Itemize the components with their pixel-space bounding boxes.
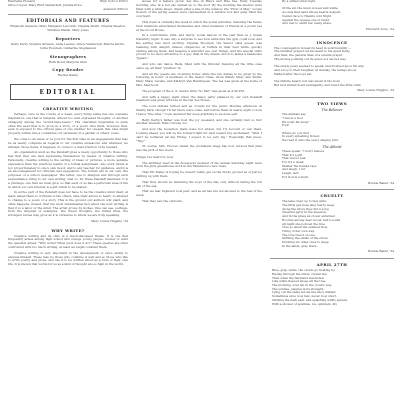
divider bbox=[270, 189, 394, 190]
byline: Mary Louise Higgins, '34 bbox=[91, 218, 128, 223]
reporters-names: Betty Perry, Virginia Grissom, Anne Lavene, Grace Vanderzell, Marcia Perrin, Lydia Fountain, Catherine Stephenson bbox=[11, 41, 125, 50]
column-right bbox=[270, 0, 394, 308]
paragraph: The fertilizer used in the flowerpots moment of the annual Saturday night were from the girls greenhouse work in the Fannimore's new class. bbox=[136, 160, 262, 169]
poem-line: By a slifted silver light. bbox=[282, 0, 316, 3]
staff-tag: High School Editor bbox=[99, 0, 128, 3]
poem-line: And then, the general lines of a solemn prayer, bbox=[274, 53, 343, 58]
poem-line: The empty pews seemed to speak, and frowned upon his way. bbox=[274, 64, 365, 69]
poem-line: As ones that sand whose hearts despair. bbox=[282, 10, 341, 15]
poem-line: In every splashing flower, bbox=[282, 134, 320, 139]
poem-line: The minister prayed out his heart to his great Deity, bbox=[274, 49, 351, 54]
paragraph: That we fear Sigmund took part, and as all bad are not allowed to the rest of the week. bbox=[136, 189, 262, 198]
editorials-names: Elizabeth Sessions, Mary Margaret Luscomb, Virginia Smith, Virginia Weedon, Winifred Marsh, Mary Jones bbox=[10, 24, 126, 33]
byline: Elizabeth Lane, '34 bbox=[365, 26, 394, 31]
atheist-title: The Atheist bbox=[322, 144, 342, 149]
poem-line: In the lands, gray there. bbox=[282, 243, 318, 248]
poem-line: Then when the fairyland was listed, bbox=[272, 275, 325, 280]
copy-reader-heading: Copy Reader bbox=[52, 67, 84, 73]
poem-line: Cannot face to Haunts cold fright bbox=[282, 13, 332, 18]
paragraph: Perhaps, once in the course of a week, every living being has one supreme inspiration; one that is tempted, almost too well expressed thoughts, or another unhappily among the "would-have-beens." The cherished inspiration is quite often the seed that is to grow in a story, or a poem. One finds, however, that, even if exposed to the critical gaze of one another for oneself, this idea might properly wither, like a columbine cut carelessly in a garden of others' roses. bbox=[8, 112, 128, 136]
poem-line: Against the opaque one of night. bbox=[282, 17, 330, 22]
poem-line: Racing through the silver, crystal sky. bbox=[272, 271, 328, 276]
poem-line: Rooting among dear clover bud's sound bbox=[282, 217, 341, 222]
poem-line: For God is a myth. bbox=[282, 174, 309, 179]
two-views-title: TWO VIEWS bbox=[317, 101, 347, 107]
editorials-heading: EDITORIALS AND FEATURES bbox=[26, 18, 110, 24]
paragraph: The loud shrieks turned and as crowds for the picnic Monday afternoon at Shelby Park, though I'll bet there were some, and before them at nearly eight o'clock I had a "fine time." Cook declared her deep gratitude to be done earl. bbox=[136, 104, 262, 116]
poem-line: The little gay bees sing merry, keep bbox=[282, 203, 335, 207]
stenographers-heading: Stenographers bbox=[49, 53, 87, 59]
paragraph: In active part of the Penstaff does not have to be the creative mind itself, at least; asked them to criticism of the others, take their advice to heart, to attempt to change to a poem or a story. This is the ground our authors will plant, and often happens, indeed, that the most fundamental fact about the best writing is that it is a labor of the mind. The artist grows by inches. One can see, perhaps, from the simplest of examples. The truest thoughts, the fullest lines, the strongest verses may grow as it is ourselves to whom we are truly speaking. bbox=[8, 190, 128, 218]
poem-line: Along the shore they did a song bbox=[282, 206, 329, 211]
divider bbox=[8, 14, 128, 15]
paragraph: And who can dance. Beds, filled with the ribbons! Dancing all the little ones came up, all their "pretties" in. bbox=[136, 61, 262, 70]
poem-line: And a boy to their laughter, at Sunday, the beings stood, bbox=[274, 67, 357, 72]
poem-line: Striking the dark east, and splashing wildly spread, bbox=[272, 297, 348, 302]
poem-line: The Infinite heard, but was silent in the hour, bbox=[274, 79, 341, 84]
poem-block bbox=[272, 269, 394, 306]
staff-row bbox=[8, 8, 128, 12]
things-lead: Things I've heard by now: bbox=[136, 154, 174, 159]
poem-line: These speak: "I don't believe bbox=[282, 148, 325, 153]
paragraph: Betty Kerby's father was host the joy weekend, and she certainly had so fun! Another student, Miss Conway, too. bbox=[136, 117, 262, 126]
paragraph: And now the reception plans were not ended, but I'll recount or can them. Looking ahead, you will be the forward light for next week's big excitement. "Well, I can't be bothered all day Friday, I expect to be very big." Especially that piece, "Tiny." bbox=[136, 127, 262, 143]
poem-line: Fool! bbox=[282, 123, 290, 128]
poem-line: Where do you find bbox=[282, 130, 309, 135]
paragraph: That Mr. Kelley is hoping he doesn't really get on the Dorky ground as of just be rattling up with them. bbox=[136, 170, 262, 179]
poem-line: The congregation bowed its head in solid humility — bbox=[274, 45, 352, 50]
april-title: APRIL 27TH bbox=[316, 262, 348, 268]
poem-line: True so smell the summer flow. bbox=[282, 225, 328, 230]
paragraph: And all the guests are crowning honor while the ten dames to be given by the following in honor of members of the Senior Class. Gioia Walsh, Mary Ann Smith, Mary Shaw, Lavelle, and Kathryn Van Benthuysen. The tea was given at the home of Mrs. Sherwood. bbox=[136, 71, 262, 87]
byline: Bonnie Baker, '34 bbox=[368, 249, 394, 254]
poem-line: For it's a weak bbox=[282, 159, 304, 164]
poem-line: Like white fleeced sheep all the tree, bbox=[272, 279, 327, 284]
editorial-banner bbox=[10, 84, 126, 100]
divider bbox=[270, 258, 394, 259]
poem-line: All night she noticed the true bbox=[282, 221, 325, 226]
poem-block bbox=[282, 150, 394, 180]
poem-line: Blue, gray, white, the clouds go floating by, bbox=[272, 268, 336, 273]
poem-line: The arches pointing out its quiet of a sacred way. bbox=[274, 56, 347, 61]
poem-line: And laugh, I do! bbox=[282, 167, 306, 172]
paragraph: issues for a feature picnic day like in Pike's and Pine has. Early Tuesday morning, she, in a red car, leaned up to the door. By the morning the shelves were filled with a white sheet, drawn after a line in the window, the "First of May." Lovely flowers of the spring season were represented in a window box and gaily filled the courtyard. bbox=[136, 0, 262, 19]
poem-block bbox=[282, 113, 394, 143]
poem-line: That it's a gift bbox=[282, 152, 303, 157]
column-left bbox=[8, 0, 128, 269]
poem-line: Sometimes slow, now fast, never, how short. bbox=[272, 294, 337, 299]
paragraph: That they saw the cartoons. bbox=[142, 199, 183, 204]
poem-line: We read it unto the every singing bird. bbox=[282, 138, 339, 143]
poem-line: Lying out the same across the sky's distant: bbox=[272, 290, 337, 295]
divider bbox=[270, 36, 394, 37]
poem-block bbox=[274, 47, 394, 88]
paragraph: In a comfortable, kind, and merry, social dances of the year that Le J, Greek fraternity night. It was only a surprise to see how attractive the gym could look, and the setting was most exciting. Virginia Woodson, the Senior class queen, was beaming with delight; indeed, chaperons, at buffets in their best white, quickly visiting among them, and keeping a watchful eye over things. And the special visits proved to be more attractive to a guy than in the dream, much to ladies a handsome "jigsaw." bbox=[136, 33, 262, 61]
poem-line: The morning, ever far in the cloud's way. bbox=[272, 283, 332, 288]
poem-line: Laugh, lad! bbox=[282, 171, 299, 176]
paragraph: That they should be intending the boys of the Day only without taking the roll call of the sea. bbox=[136, 179, 262, 188]
believer-title: The Believer bbox=[321, 108, 343, 113]
why-write-title: WHY WRITE? bbox=[51, 227, 85, 233]
creative-writing-title: CREATIVE WRITING bbox=[42, 106, 94, 112]
byline: Mary Louise Higgins, '34 bbox=[357, 88, 394, 93]
divider bbox=[270, 97, 394, 98]
editorial-banner-title: EDITORIAL bbox=[39, 88, 97, 96]
paragraph: This week is certainly the week in which the social activities. Saturday the Penny Club members entertained themselves and other members of friends at a picnic tea at the Scout House. bbox=[136, 19, 262, 32]
reporters-heading: Reporters bbox=[55, 35, 81, 41]
poem-block bbox=[282, 0, 394, 26]
paragraph: Creative writing is very important in the development of one's ability to express himself. These may be those who combine it well and so those who like to write poetry and prose, and use it to be written about as a form of their own life. It is known that words for us as a kind of thought are so high in the world. bbox=[8, 250, 128, 267]
poem-line: And in the grass an clover entwined bbox=[282, 214, 335, 219]
poem-line: "I know a God bbox=[282, 115, 303, 120]
staff-tag: Assistant Editors bbox=[103, 6, 128, 11]
paragraph: And with a happy night when the dance party planned by our own Penstaff members was given with tea at the Del Vee House. bbox=[136, 94, 262, 103]
innocence-title: INNOCENCE bbox=[316, 39, 348, 45]
paragraph: The program of the A. K. Senior Girls "So Fair" was given at 4:30 P.M. bbox=[142, 88, 245, 93]
poem-line: But God smiled down indulgently, and found the little child. bbox=[274, 82, 362, 87]
poem-line: The lake crept up to lazy arms bbox=[282, 199, 327, 204]
poem-line: The true tree'd on one, bbox=[282, 232, 316, 237]
copy-reader-name: Rachel Dailey bbox=[57, 73, 79, 78]
poem-line: The sunrise, playing in its strength. bbox=[272, 286, 325, 291]
paragraph: We come to an issue of Le Jour for the first time in an engagement that may be as nearly complete as regards to our creative endeavors; and whatever we attempt, those items, it happens, do come to a mere fraction of its readers. bbox=[8, 136, 128, 149]
poem-line: Tiring of her own way. bbox=[282, 228, 315, 233]
poem-line: Cheerful party in the meadow. bbox=[282, 210, 327, 215]
poem-line: With a shower of sparkles, ice, splinters, lily bbox=[272, 301, 337, 306]
stenographers-names: Ruth Bond, Marjorie Ginn bbox=[49, 59, 87, 64]
cruelty-title: CRUELTY bbox=[320, 193, 344, 199]
staff-name: Olive Cooper, Mary Ruth Vanderhoff, Juanita Price bbox=[8, 2, 82, 7]
poem-line: He is far far away" bbox=[282, 119, 310, 124]
staff-name: Henrietta Howard bbox=[8, 0, 35, 3]
paragraph: Creative writing and its club, is a much-discussed theme. It is one that frequently arises among high school and college young people. Sooner or later the question arises: "Why write? What good does it do?" These queries are often confronted with too much writing, at least we might consider them. bbox=[8, 233, 128, 250]
poem-block bbox=[282, 200, 394, 248]
poem-line: The animals say: bbox=[282, 112, 307, 117]
poem-line: Plucking for other ones to sleep bbox=[282, 240, 329, 245]
paragraph: Of course, Mrs. Hoover stated the prominent stage has now noticed that Juan was the pick of the event. bbox=[136, 144, 262, 153]
paragraph: An organization such as the Penstaff gives a ready opportunity to those who feel that they are best expressing themselves by means of creative writing. Personally, creative writing is the setting of ideas or pictures, a more genuine expression than the practical results of a formal assignment. Any work which is not proportionately to one's own mood, and to any teacher for guidance, and it is an encouragement for criticism and suggestion. The former aid in our own, the purposes of a school newspaper. The latter, one to sharpen and through such acquaintance bring to our own writing. And so, for these Penstaff members, it is a privilege, one that we must give, so that each of us has a particular area of life in which our own interest is a gift which to be shared. bbox=[8, 150, 128, 189]
poem-line: Shelter the human rays bbox=[282, 163, 317, 168]
poem-line: And rest to earth her ready alone. bbox=[282, 21, 332, 26]
poem-line: That God is real. bbox=[282, 156, 307, 161]
column-middle bbox=[136, 0, 262, 206]
poem-line: Walked after the boys sat. bbox=[274, 71, 313, 76]
byline: Bonnie Baker, '34 bbox=[368, 180, 394, 185]
poem-line: Skirting the stalks of the chore: bbox=[282, 236, 329, 241]
poem-line: Of the all, the moon is near and white, bbox=[282, 6, 339, 11]
